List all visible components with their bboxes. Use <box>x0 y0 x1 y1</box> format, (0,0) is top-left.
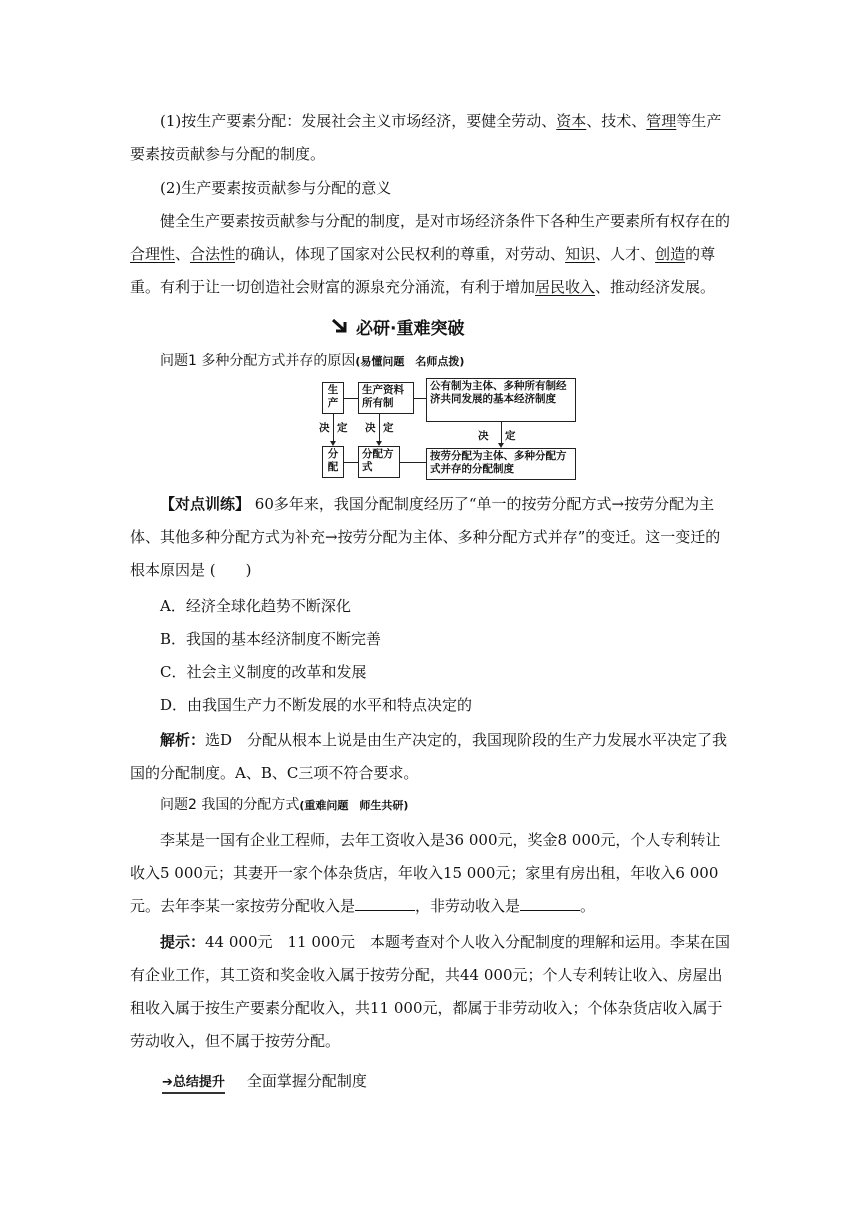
connector <box>344 398 358 399</box>
hint <box>130 926 730 1058</box>
underlined-term: 知识 <box>565 245 596 263</box>
analysis <box>130 724 730 790</box>
summary-heading <box>162 1070 367 1091</box>
label-jue: 决 <box>478 430 489 442</box>
question-note: (重难问题 师生共研) <box>299 799 409 812</box>
box-distribution-system: 按劳分配为主体、多种分配方式并存的分配制度 <box>426 448 576 480</box>
hint-label: 提示： <box>160 933 206 951</box>
summary-text: 全面掌握分配制度 <box>246 1072 367 1090</box>
box-distribution-mode: 分配方式 <box>358 446 400 478</box>
paragraph-significance-heading: (2)生产要素按贡献参与分配的意义 <box>160 179 392 197</box>
connector <box>501 422 502 444</box>
box-ownership: 生产资料所有制 <box>358 382 414 414</box>
connector <box>344 462 358 463</box>
label-ding: 定 <box>337 422 348 434</box>
paragraph-significance <box>130 205 730 304</box>
connector <box>379 414 380 442</box>
label-ding: 定 <box>505 430 516 442</box>
underlined-term: 合法性 <box>190 245 236 263</box>
option-a: A．经济全球化趋势不断深化 <box>160 597 351 615</box>
exercise-tag: 【对点训练】 <box>160 495 251 513</box>
exercise <box>130 488 730 587</box>
section-title: 必研·重难突破 <box>356 318 465 339</box>
underlined-term: 居民收入 <box>535 278 596 296</box>
connector <box>333 414 334 442</box>
box-production: 生产 <box>322 382 344 414</box>
text: 的尊重。有利于让一切创造社会财富的源泉充分涌流，有利于增加 <box>130 245 716 296</box>
box-distribution: 分配 <box>322 446 344 478</box>
summary-tag <box>162 1075 225 1094</box>
hint-text: 44 000元 11 000元 本题考查对个人收入分配制度的理解和运用。李某在国有企业工作，其工资和奖金收入属于按劳分配，共44 000元；个人专利转让收入、房屋出租收入属于按生产要素分配收入，共11 000元，都属于非劳动收入；个体杂货店收入属于劳动收入，但不属于按劳分配。 <box>130 933 730 1050</box>
label-jue: 决 <box>319 422 330 434</box>
paragraph-factor-distribution <box>130 105 730 171</box>
text: (1)按生产要素分配：发展社会主义市场经济，要健全劳动、 <box>160 112 557 130</box>
underlined-term: 管理 <box>646 112 677 130</box>
label-ding: 定 <box>383 422 394 434</box>
underlined-term: 创造 <box>655 245 686 263</box>
option-c: C．社会主义制度的改革和发展 <box>160 663 367 681</box>
text: 。 <box>580 897 596 915</box>
analysis-label: 解析： <box>160 731 206 749</box>
text: 、技术、 <box>586 112 647 130</box>
analysis-text: 选D 分配从根本上说是由生产决定的，我国现阶段的生产力发展水平决定了我国的分配制度。A、B、C三项不符合要求。 <box>130 731 728 782</box>
arrow-down-icon: ➔ <box>162 1075 173 1090</box>
text: 等生产要素按贡献参与分配的制度。 <box>130 112 722 163</box>
underlined-term: 资本 <box>556 112 587 130</box>
arrow-down-icon <box>376 441 382 446</box>
question-2-heading <box>160 794 408 814</box>
question-label: 问题1 多种分配方式并存的原因 <box>160 353 356 369</box>
connector <box>400 462 426 463</box>
question-note: (易懂问题 名师点拨) <box>355 355 465 368</box>
summary-tag-label: 总结提升 <box>172 1075 225 1090</box>
flow-diagram <box>318 378 578 482</box>
option-d: D．由我国生产力不断发展的水平和特点决定的 <box>160 696 473 714</box>
label-jue: 决 <box>365 422 376 434</box>
text: 、人才、 <box>595 245 656 263</box>
section-banner <box>330 312 530 340</box>
answer-blank[interactable] <box>520 896 580 911</box>
question-label: 问题2 我国的分配方式 <box>160 797 300 813</box>
text: 、 <box>175 245 191 263</box>
text: 、推动经济发展。 <box>595 278 716 296</box>
connector <box>414 398 426 399</box>
option-b: B．我国的基本经济制度不断完善 <box>160 630 382 648</box>
question-2-text <box>130 824 730 923</box>
answer-blank[interactable] <box>355 896 415 911</box>
arrow-down-icon <box>330 441 336 446</box>
text: 李某是一国有企业工程师，去年工资收入是36 000元，奖金8 000元，个人专利转让收入5 000元；其妻开一家个体杂货店，年收入15 000元；家里有房出租，年收入6 000元。去年李某一家按劳分配收入是 <box>130 831 721 915</box>
arrow-down-icon <box>498 443 504 448</box>
exercise-text: 60多年来，我国分配制度经历了“单一的按劳分配方式→按劳分配为主体、其他多种分配方式为补充→按劳分配为主体、多种分配方式并存”的变迁。这一变迁的根本原因是 ( ) <box>130 495 721 579</box>
text: 健全生产要素按贡献参与分配的制度，是对市场经济条件下各种生产要素所有权存在的 <box>160 212 731 230</box>
text: 的确认，体现了国家对公民权利的尊重，对劳动、 <box>235 245 566 263</box>
underlined-term: 合理性 <box>130 245 176 263</box>
box-basic-economic-system: 公有制为主体、多种所有制经济共同发展的基本经济制度 <box>426 378 576 422</box>
text: ，非劳动收入是 <box>415 897 521 915</box>
question-1-heading <box>160 350 464 370</box>
arrow-down-right-icon <box>330 317 350 335</box>
